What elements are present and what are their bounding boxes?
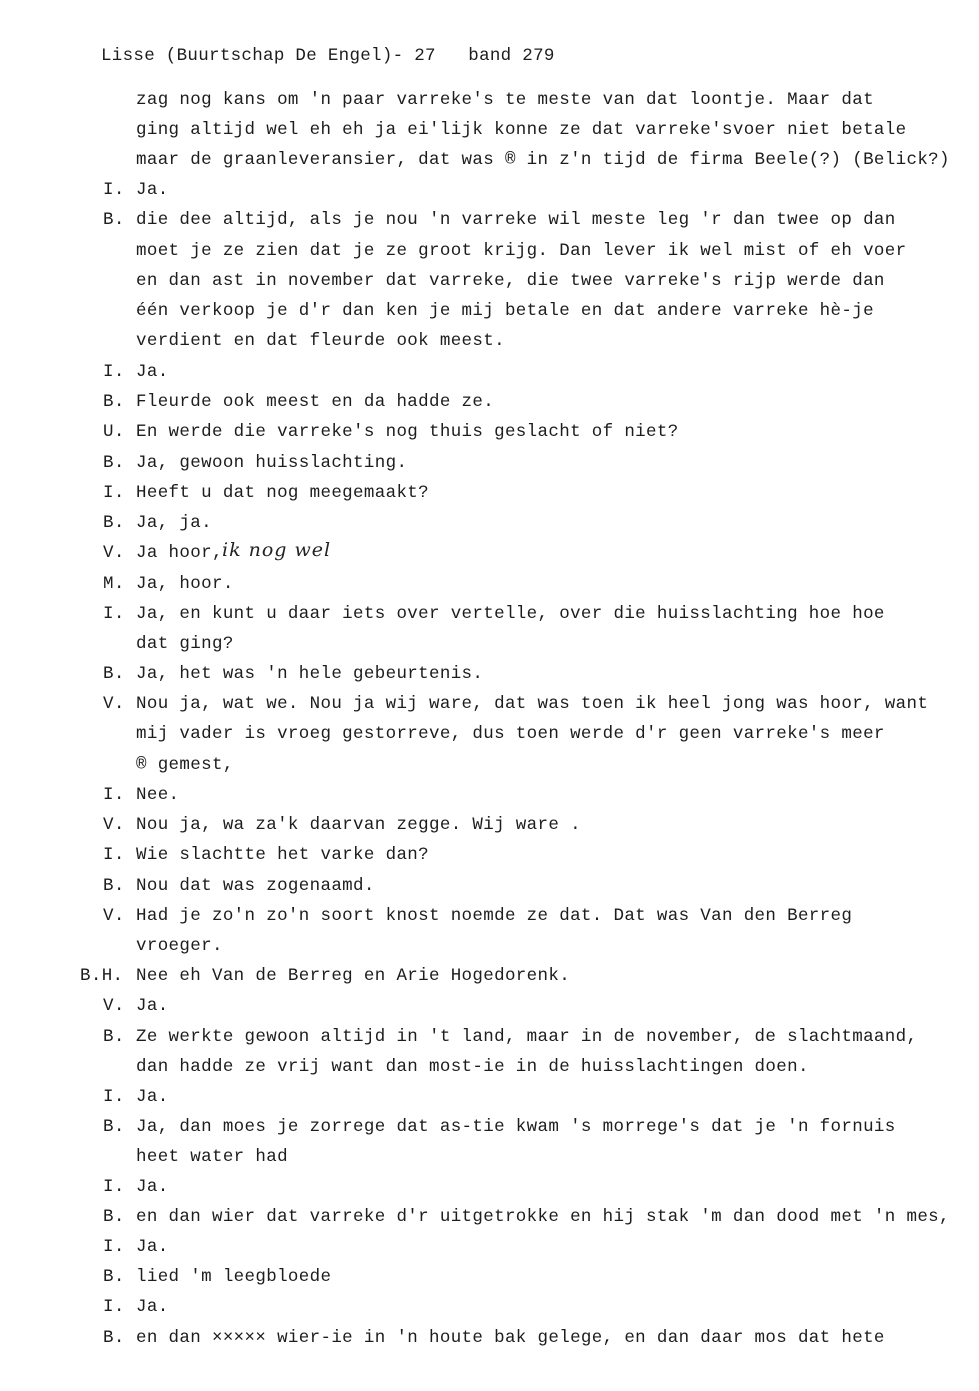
- line-text: dan hadde ze vrij want dan most-ie in de huisslachtingen doen.: [136, 1057, 809, 1077]
- speaker-label: B.: [103, 1267, 125, 1287]
- line-text: dat ging?: [136, 634, 234, 654]
- line-text: mij vader is vroeg gestorreve, dus toen werde d'r geen varreke's meer: [136, 724, 885, 744]
- line-text: Had je zo'n zo'n soort knost noemde ze dat. Dat was Van den Berreg: [136, 906, 853, 926]
- line-text: Nou dat was zogenaamd.: [136, 876, 375, 896]
- speaker-label: B.: [103, 876, 125, 896]
- line-text: lied 'm leegbloede: [136, 1267, 332, 1287]
- line-text: Fleurde ook meest en da hadde ze.: [136, 392, 495, 412]
- line-text: Ja.: [136, 362, 169, 382]
- line-text: die dee altijd, als je nou 'n varreke wil meste leg 'r dan twee op dan: [136, 210, 896, 230]
- line-text: en dan wier dat varreke d'r uitgetrokke en hij stak 'm dan dood met 'n mes,: [136, 1207, 950, 1227]
- speaker-label: B.: [103, 1207, 125, 1227]
- speaker-label: B.: [103, 210, 125, 230]
- speaker-label: I.: [103, 1237, 125, 1257]
- header-title: Lisse (Buurtschap De Engel)- 27: [101, 46, 436, 66]
- speaker-label: V.: [103, 996, 125, 1016]
- line-text: en dan ××××× wier-ie in 'n houte bak gelege, en dan daar mos dat hete: [136, 1328, 885, 1348]
- line-text: Nee eh Van de Berreg en Arie Hogedorenk.: [136, 966, 571, 986]
- handwritten-annotation: ik nog wel: [222, 539, 332, 561]
- line-text: ging altijd wel eh eh ja ei'lijk konne ze dat varreke'svoer niet betale: [136, 120, 907, 140]
- speaker-label: M.: [103, 574, 125, 594]
- line-text: Ja.: [136, 1237, 169, 1257]
- line-text: Ja.: [136, 1087, 169, 1107]
- line-text: zag nog kans om 'n paar varreke's te meste van dat loontje. Maar dat: [136, 90, 874, 110]
- speaker-label: B.: [103, 1117, 125, 1137]
- header-band: band 279: [468, 46, 555, 66]
- line-text: verdient en dat fleurde ook meest.: [136, 331, 505, 351]
- speaker-label: B.H.: [80, 966, 124, 986]
- line-text: Ja, ja.: [136, 513, 212, 533]
- line-text: Ja, het was 'n hele gebeurtenis.: [136, 664, 484, 684]
- line-text: en dan ast in november dat varreke, die twee varreke's rijp werde dan: [136, 271, 885, 291]
- line-text: heet water had: [136, 1147, 288, 1167]
- speaker-label: B.: [103, 453, 125, 473]
- speaker-label: V.: [103, 694, 125, 714]
- line-text: Ja.: [136, 180, 169, 200]
- page-header: [101, 46, 555, 66]
- speaker-label: B.: [103, 392, 125, 412]
- speaker-label: U.: [103, 422, 125, 442]
- speaker-label: I.: [103, 1177, 125, 1197]
- speaker-label: B.: [103, 513, 125, 533]
- line-text: Nou ja, wa za'k daarvan zegge. Wij ware .: [136, 815, 581, 835]
- speaker-label: B.: [103, 1027, 125, 1047]
- line-text: Ja, hoor.: [136, 574, 234, 594]
- line-text: Ja hoor,: [136, 543, 223, 563]
- line-text: Ja, en kunt u daar iets over vertelle, over die huisslachting hoe hoe: [136, 604, 885, 624]
- speaker-label: I.: [103, 785, 125, 805]
- speaker-label: I.: [103, 483, 125, 503]
- speaker-label: I.: [103, 1297, 125, 1317]
- line-text: één verkoop je d'r dan ken je mij betale en dat andere varreke hè-je: [136, 301, 874, 321]
- speaker-label: I.: [103, 180, 125, 200]
- speaker-label: I.: [103, 362, 125, 382]
- speaker-label: B.: [103, 664, 125, 684]
- line-text: Ja.: [136, 996, 169, 1016]
- line-text: ® gemest,: [136, 755, 234, 775]
- line-text: Ja.: [136, 1297, 169, 1317]
- speaker-label: I.: [103, 1087, 125, 1107]
- speaker-label: V.: [103, 815, 125, 835]
- speaker-label: I.: [103, 845, 125, 865]
- line-text: Ze werkte gewoon altijd in 't land, maar in de november, de slachtmaand,: [136, 1027, 918, 1047]
- line-text: Ja, gewoon huisslachting.: [136, 453, 408, 473]
- line-text: Nee.: [136, 785, 180, 805]
- speaker-label: I.: [103, 604, 125, 624]
- speaker-label: V.: [103, 543, 125, 563]
- line-text: Ja, dan moes je zorrege dat as-tie kwam 's morrege's dat je 'n fornuis: [136, 1117, 896, 1137]
- line-text: moet je ze zien dat je ze groot krijg. Dan lever ik wel mist of eh voer: [136, 241, 907, 261]
- line-text: vroeger.: [136, 936, 223, 956]
- line-text: En werde die varreke's nog thuis geslacht of niet?: [136, 422, 679, 442]
- line-text: Wie slachtte het varke dan?: [136, 845, 429, 865]
- speaker-label: B.: [103, 1328, 125, 1348]
- line-text: Heeft u dat nog meegemaakt?: [136, 483, 429, 503]
- line-text: maar de graanleveransier, dat was ® in z'n tijd de firma Beele(?) (Belick?): [136, 150, 950, 170]
- line-text: Ja.: [136, 1177, 169, 1197]
- line-text: Nou ja, wat we. Nou ja wij ware, dat was toen ik heel jong was hoor, want: [136, 694, 929, 714]
- speaker-label: V.: [103, 906, 125, 926]
